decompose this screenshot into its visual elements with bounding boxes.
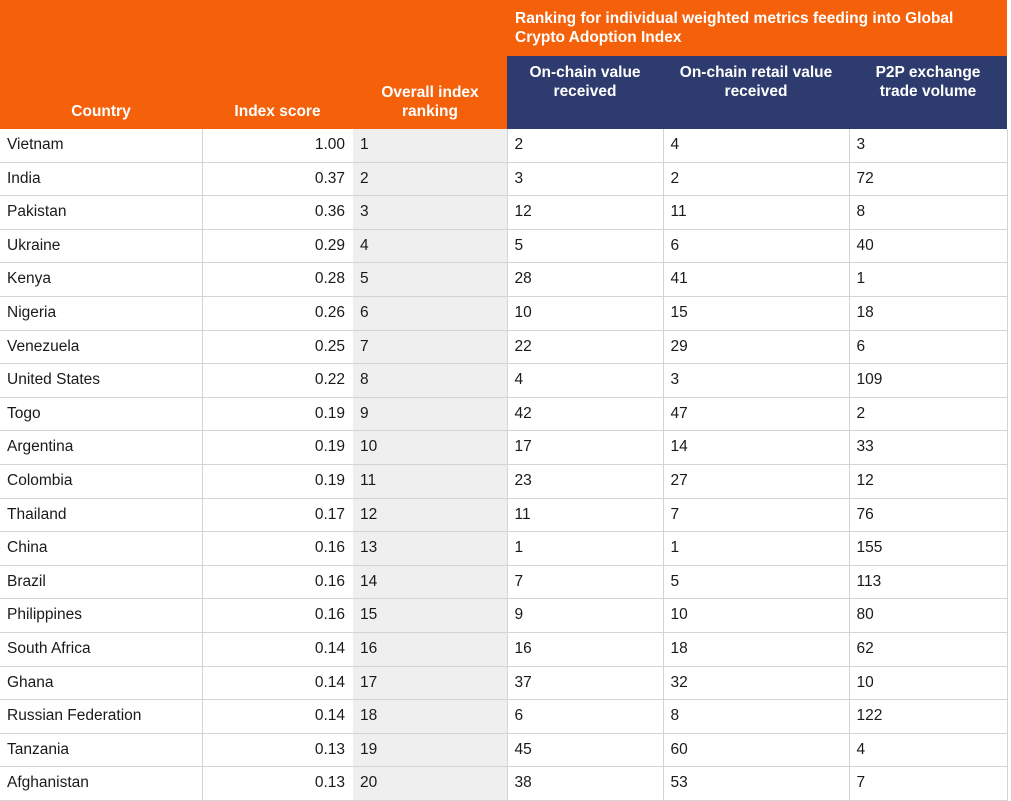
column-header-overall-ranking-label: Overall index ranking <box>381 84 479 121</box>
cell-onchain-retail-value-received: 29 <box>663 330 849 364</box>
table-header-row-group <box>0 0 1007 56</box>
table-row <box>0 397 1007 431</box>
cell-onchain-retail-value-received: 2 <box>663 162 849 196</box>
table-row <box>0 498 1007 532</box>
cell-onchain-retail-value-received: 11 <box>663 196 849 230</box>
cell-country: Vietnam <box>0 129 202 162</box>
cell-p2p-exchange-trade-volume: 1 <box>849 263 1007 297</box>
cell-index-score: 0.16 <box>202 599 353 633</box>
cell-country: Togo <box>0 397 202 431</box>
cell-overall-ranking: 1 <box>353 129 507 162</box>
table-row <box>0 364 1007 398</box>
cell-onchain-retail-value-received: 10 <box>663 599 849 633</box>
table-row <box>0 263 1007 297</box>
column-header-country-label: Country <box>71 103 131 121</box>
cell-p2p-exchange-trade-volume: 80 <box>849 599 1007 633</box>
column-header-overall-ranking <box>353 0 507 129</box>
cell-onchain-retail-value-received: 1 <box>663 532 849 566</box>
cell-onchain-value-received: 7 <box>507 565 663 599</box>
cell-onchain-value-received: 6 <box>507 700 663 734</box>
column-header-onchain-retail-value-received <box>663 56 849 129</box>
cell-onchain-retail-value-received: 41 <box>663 263 849 297</box>
cell-onchain-retail-value-received: 6 <box>663 229 849 263</box>
cell-country: Philippines <box>0 599 202 633</box>
table-row <box>0 296 1007 330</box>
cell-onchain-retail-value-received: 47 <box>663 397 849 431</box>
cell-index-score: 0.13 <box>202 767 353 801</box>
cell-p2p-exchange-trade-volume: 6 <box>849 330 1007 364</box>
cell-onchain-value-received: 42 <box>507 397 663 431</box>
cell-country: China <box>0 532 202 566</box>
cell-onchain-retail-value-received: 18 <box>663 632 849 666</box>
cell-index-score: 0.19 <box>202 397 353 431</box>
cell-index-score: 1.00 <box>202 129 353 162</box>
cell-onchain-retail-value-received: 8 <box>663 700 849 734</box>
cell-overall-ranking: 6 <box>353 296 507 330</box>
cell-overall-ranking: 12 <box>353 498 507 532</box>
cell-onchain-retail-value-received: 15 <box>663 296 849 330</box>
cell-p2p-exchange-trade-volume: 18 <box>849 296 1007 330</box>
cell-onchain-retail-value-received: 3 <box>663 364 849 398</box>
cell-country: Kenya <box>0 263 202 297</box>
cell-country: Tanzania <box>0 733 202 767</box>
cell-p2p-exchange-trade-volume: 8 <box>849 196 1007 230</box>
cell-index-score: 0.17 <box>202 498 353 532</box>
cell-overall-ranking: 8 <box>353 364 507 398</box>
cell-p2p-exchange-trade-volume: 155 <box>849 532 1007 566</box>
table-row <box>0 464 1007 498</box>
cell-p2p-exchange-trade-volume: 12 <box>849 464 1007 498</box>
cell-p2p-exchange-trade-volume: 62 <box>849 632 1007 666</box>
column-header-p2p-exchange-trade-volume-label: P2P exchange trade volume <box>875 64 981 100</box>
cell-index-score: 0.29 <box>202 229 353 263</box>
cell-onchain-retail-value-received: 27 <box>663 464 849 498</box>
cell-index-score: 0.14 <box>202 666 353 700</box>
cell-country: Thailand <box>0 498 202 532</box>
column-header-index-score <box>202 0 353 129</box>
column-header-country <box>0 0 202 129</box>
cell-onchain-value-received: 38 <box>507 767 663 801</box>
cell-onchain-value-received: 23 <box>507 464 663 498</box>
cell-onchain-value-received: 12 <box>507 196 663 230</box>
cell-p2p-exchange-trade-volume: 33 <box>849 431 1007 465</box>
cell-onchain-retail-value-received: 4 <box>663 129 849 162</box>
cell-index-score: 0.19 <box>202 464 353 498</box>
table-row <box>0 129 1007 162</box>
cell-index-score: 0.25 <box>202 330 353 364</box>
cell-index-score: 0.14 <box>202 700 353 734</box>
cell-onchain-value-received: 2 <box>507 129 663 162</box>
cell-onchain-value-received: 17 <box>507 431 663 465</box>
cell-overall-ranking: 10 <box>353 431 507 465</box>
cell-country: Ukraine <box>0 229 202 263</box>
table-row <box>0 599 1007 633</box>
column-header-onchain-value-received <box>507 56 663 129</box>
table-row <box>0 431 1007 465</box>
column-header-onchain-retail-value-received-label: On-chain retail value received <box>679 64 833 100</box>
table-header <box>0 0 1007 129</box>
table-body <box>0 129 1007 800</box>
cell-onchain-retail-value-received: 5 <box>663 565 849 599</box>
cell-p2p-exchange-trade-volume: 3 <box>849 129 1007 162</box>
cell-country: Venezuela <box>0 330 202 364</box>
cell-p2p-exchange-trade-volume: 10 <box>849 666 1007 700</box>
cell-country: South Africa <box>0 632 202 666</box>
cell-index-score: 0.28 <box>202 263 353 297</box>
cell-overall-ranking: 5 <box>353 263 507 297</box>
cell-onchain-value-received: 3 <box>507 162 663 196</box>
cell-p2p-exchange-trade-volume: 72 <box>849 162 1007 196</box>
column-header-p2p-exchange-trade-volume <box>849 56 1007 129</box>
cell-index-score: 0.19 <box>202 431 353 465</box>
cell-index-score: 0.16 <box>202 565 353 599</box>
cell-country: India <box>0 162 202 196</box>
cell-onchain-retail-value-received: 53 <box>663 767 849 801</box>
cell-country: Afghanistan <box>0 767 202 801</box>
cell-p2p-exchange-trade-volume: 7 <box>849 767 1007 801</box>
cell-index-score: 0.37 <box>202 162 353 196</box>
cell-index-score: 0.22 <box>202 364 353 398</box>
cell-overall-ranking: 2 <box>353 162 507 196</box>
cell-overall-ranking: 11 <box>353 464 507 498</box>
cell-overall-ranking: 15 <box>353 599 507 633</box>
cell-onchain-value-received: 16 <box>507 632 663 666</box>
cell-onchain-value-received: 5 <box>507 229 663 263</box>
cell-p2p-exchange-trade-volume: 113 <box>849 565 1007 599</box>
cell-index-score: 0.26 <box>202 296 353 330</box>
cell-country: Brazil <box>0 565 202 599</box>
cell-overall-ranking: 4 <box>353 229 507 263</box>
cell-onchain-retail-value-received: 60 <box>663 733 849 767</box>
cell-overall-ranking: 7 <box>353 330 507 364</box>
cell-onchain-value-received: 28 <box>507 263 663 297</box>
cell-onchain-retail-value-received: 7 <box>663 498 849 532</box>
table-row <box>0 565 1007 599</box>
table-row <box>0 632 1007 666</box>
cell-country: Russian Federation <box>0 700 202 734</box>
cell-overall-ranking: 18 <box>353 700 507 734</box>
cell-overall-ranking: 3 <box>353 196 507 230</box>
cell-country: Pakistan <box>0 196 202 230</box>
cell-onchain-value-received: 37 <box>507 666 663 700</box>
column-group-header-metrics: Ranking for individual weighted metrics feeding into Global Crypto Adoption Index <box>507 0 1007 56</box>
table-row <box>0 229 1007 263</box>
cell-p2p-exchange-trade-volume: 40 <box>849 229 1007 263</box>
cell-overall-ranking: 16 <box>353 632 507 666</box>
cell-index-score: 0.36 <box>202 196 353 230</box>
cell-onchain-retail-value-received: 14 <box>663 431 849 465</box>
column-header-index-score-label: Index score <box>234 103 321 121</box>
cell-onchain-value-received: 9 <box>507 599 663 633</box>
cell-overall-ranking: 19 <box>353 733 507 767</box>
cell-p2p-exchange-trade-volume: 4 <box>849 733 1007 767</box>
table-row <box>0 700 1007 734</box>
cell-index-score: 0.16 <box>202 532 353 566</box>
column-header-onchain-value-received-label: On-chain value received <box>529 64 641 100</box>
table-row <box>0 196 1007 230</box>
cell-p2p-exchange-trade-volume: 122 <box>849 700 1007 734</box>
cell-p2p-exchange-trade-volume: 76 <box>849 498 1007 532</box>
cell-country: Nigeria <box>0 296 202 330</box>
cell-onchain-value-received: 4 <box>507 364 663 398</box>
cell-index-score: 0.13 <box>202 733 353 767</box>
cell-overall-ranking: 20 <box>353 767 507 801</box>
table-row <box>0 532 1007 566</box>
cell-overall-ranking: 9 <box>353 397 507 431</box>
cell-country: United States <box>0 364 202 398</box>
cell-country: Ghana <box>0 666 202 700</box>
cell-country: Argentina <box>0 431 202 465</box>
cell-onchain-retail-value-received: 32 <box>663 666 849 700</box>
table-row <box>0 162 1007 196</box>
cell-onchain-value-received: 1 <box>507 532 663 566</box>
table-row <box>0 666 1007 700</box>
cell-p2p-exchange-trade-volume: 109 <box>849 364 1007 398</box>
cell-p2p-exchange-trade-volume: 2 <box>849 397 1007 431</box>
cell-overall-ranking: 14 <box>353 565 507 599</box>
cell-index-score: 0.14 <box>202 632 353 666</box>
table-row <box>0 733 1007 767</box>
cell-onchain-value-received: 22 <box>507 330 663 364</box>
cell-country: Colombia <box>0 464 202 498</box>
table-row <box>0 330 1007 364</box>
cell-onchain-value-received: 10 <box>507 296 663 330</box>
cell-overall-ranking: 13 <box>353 532 507 566</box>
cell-onchain-value-received: 11 <box>507 498 663 532</box>
cell-overall-ranking: 17 <box>353 666 507 700</box>
cell-onchain-value-received: 45 <box>507 733 663 767</box>
